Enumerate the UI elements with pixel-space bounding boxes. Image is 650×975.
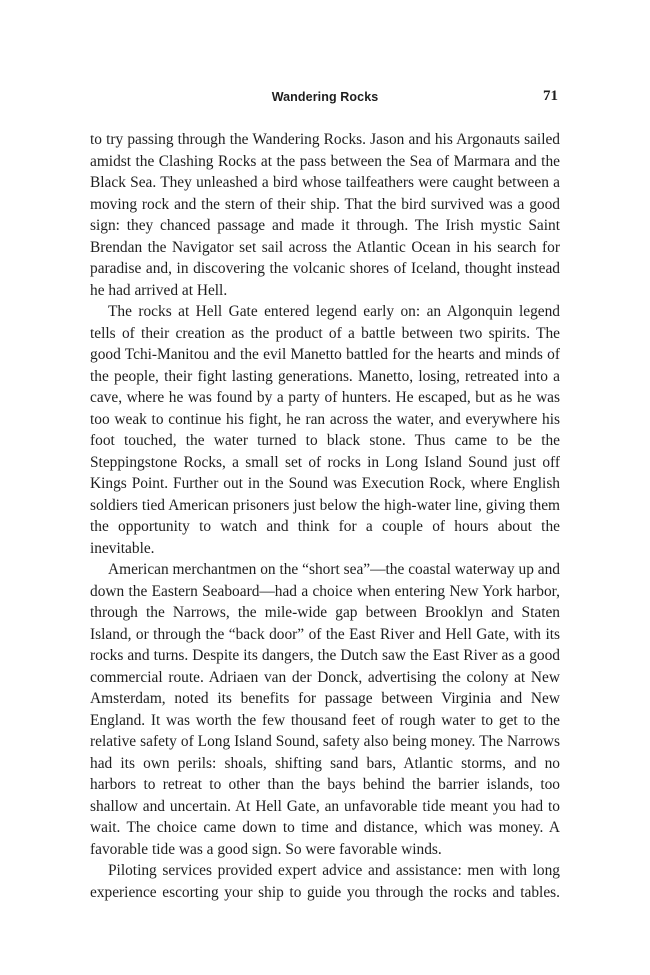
running-title: Wandering Rocks bbox=[271, 90, 379, 104]
body-text bbox=[90, 129, 560, 903]
page-number: 71 bbox=[543, 88, 558, 104]
paragraph-4: Piloting services provided expert advice and assistance: men with long experience escorting your ship to guide you through the rocks and tables. bbox=[90, 862, 560, 901]
paragraph-2: The rocks at Hell Gate entered legend early on: an Algonquin legend tells of their creation as the product of a battle between two spirits. The good Tchi-Manitou and the evil Manetto battled for the hearts and minds of the people, their fight lasting generations. Manetto, losing, retreated into a cave, where he was found by a party of hunters. He escaped, but as he was too weak to continue his fight, he ran across the water, and everywhere his foot touched, the water turned to black stone. Thus came to be the Steppingstone Rocks, a small set of rocks in Long Island Sound just off Kings Point. Further out in the Sound was Execution Rock, where English soldiers tied American prisoners just below the high-water line, giving them the opportunity to watch and think for a couple of hours about the inevitable. bbox=[90, 303, 560, 557]
paragraph-3: American merchantmen on the “short sea”—the coastal waterway up and down the Eastern Seaboard—had a choice when entering New York harbor, through the Narrows, the mile-wide gap between Brooklyn and Staten Island, or through the “back door” of the East River and Hell Gate, with its rocks and turns. Despite its dangers, the Dutch saw the East River as a good commercial route. Adriaen van der Donck, advertising the colony at New Amsterdam, noted its benefits for passage between Virginia and New England. It was worth the few thousand feet of rough water to get to the relative safety of Long Island Sound, safety also being money. The Narrows had its own perils: shoals, shifting sand bars, Atlantic storms, and no harbors to retreat to other than the bays behind the barrier islands, too shallow and uncertain. At Hell Gate, an unfavorable tide meant you had to wait. The choice came down to time and distance, which was money. A favorable tide was a good sign. So were favorable winds. bbox=[90, 561, 560, 858]
running-head bbox=[90, 88, 560, 108]
paragraph-1: to try passing through the Wandering Rocks. Jason and his Argonauts sailed amidst the Clashing Rocks at the pass between the Sea of Marmara and the Black Sea. They unleashed a bird whose tailfeathers were caught between a moving rock and the stern of their ship. That the bird survived was a good sign: they chanced passage and made it through. The Irish mystic Saint Brendan the Navigator set sail across the Atlantic Ocean in his search for paradise and, in discovering the volcanic shores of Iceland, thought instead he had arrived at Hell. bbox=[90, 131, 560, 299]
